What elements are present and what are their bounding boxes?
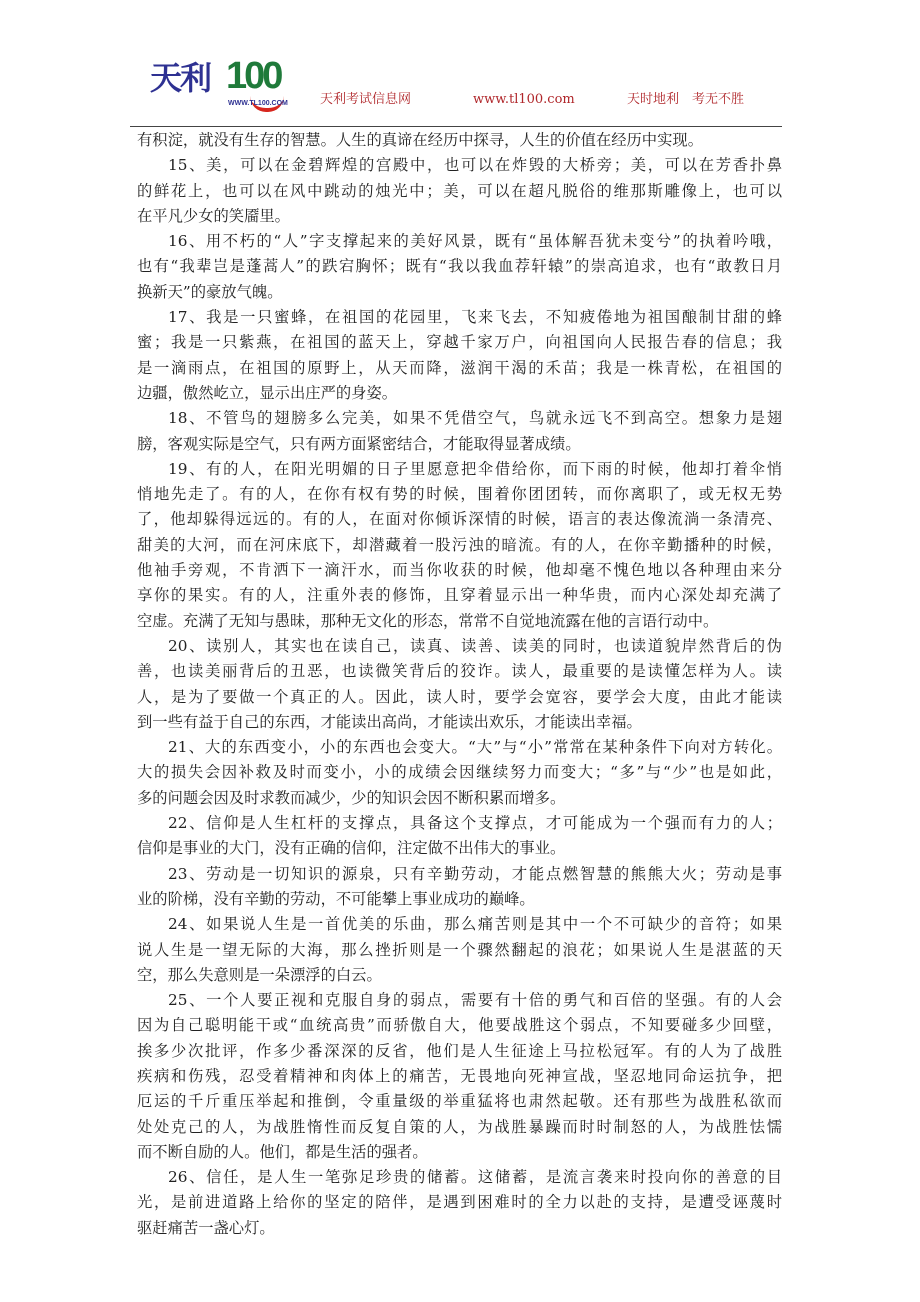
paragraph xyxy=(137,811,782,862)
text-line: 善，也读美丽背后的丑恶，也读微笑背后的狡诈。读人，最重要的是读懂怎样为人。读 xyxy=(137,662,782,681)
text-line: 的鲜花上，也可以在风中跳动的烛光中；美，可以在超凡脱俗的维那斯雕像上，也可以 xyxy=(137,181,782,200)
text-line: 悄地先走了。有的人，在你有权有势的时候，围着你团团转，而你离职了，或无权无势 xyxy=(137,485,782,504)
text-line: 在平凡少女的笑靥里。 xyxy=(137,206,290,225)
paragraph xyxy=(137,229,782,305)
text-line: 23、劳动是一切知识的源泉，只有辛勤劳动，才能点燃智慧的熊熊大火；劳动是事 xyxy=(168,864,782,883)
text-line: 处处克己的人，为战胜惰性而反复自策的人，为战胜暴躁而时时制怒的人，为战胜怯懦 xyxy=(137,1117,782,1136)
document-body xyxy=(137,128,782,1241)
text-line: 18、不管鸟的翅膀多么完美，如果不凭借空气，鸟就永远飞不到高空。想象力是翅 xyxy=(168,409,782,428)
text-line: 而不断自励的人。他们，都是生活的强者。 xyxy=(137,1142,428,1161)
text-line: 疾病和伤残，忍受着精神和肉体上的痛苦，无畏地向死神宣战，坚忍地同命运抗争，把 xyxy=(137,1066,782,1085)
paragraph xyxy=(137,128,782,153)
text-line: 说人生是一望无际的大海，那么挫折则是一个骤然翻起的浪花；如果说人生是湛蓝的天 xyxy=(137,940,782,959)
text-line: 光，是前进道路上给你的坚定的陪伴，是遇到困难时的全力以赴的支持，是遭受诬蔑时 xyxy=(137,1193,782,1212)
text-line: 也有“我辈岂是蓬蒿人”的跌宕胸怀；既有“我以我血荐轩辕”的崇高追求，也有“敢教日月 xyxy=(137,257,782,276)
text-line: 15、美，可以在金碧辉煌的宫殿中，也可以在炸毁的大桥旁；美，可以在芳香扑鼻 xyxy=(168,156,782,175)
paragraph xyxy=(137,634,782,735)
logo-url: WWW.TL100.COM xyxy=(228,100,288,107)
text-line: 因为自己聪明能干或“血统高贵”而骄傲自大，他要战胜这个弱点，不知要碰多少回壁， xyxy=(137,1016,782,1035)
text-line: 人，是为了要做一个真正的人。因此，读人时，要学会宽容，要学会大度，由此才能读 xyxy=(137,687,782,706)
text-line: 26、信任，是人生一笔弥足珍贵的储蓄。这储蓄，是流言袭来时投向你的善意的目 xyxy=(168,1168,782,1187)
text-line: 边疆，傲然屹立，显示出庄严的身姿。 xyxy=(137,383,398,402)
text-line: 他袖手旁观，不肯洒下一滴汗水，而当你收获的时候，他却毫不愧色地以各种理由来分 xyxy=(137,561,782,580)
text-line: 21、大的东西变小，小的东西也会变大。“大”与“小”常常在某种条件下向对方转化。 xyxy=(168,738,782,757)
text-line: 了，他却躲得远远的。有的人，在面对你倾诉深情的时候，语言的表达像流淌一条清亮、 xyxy=(137,510,782,529)
paragraph xyxy=(137,153,782,229)
text-line: 换新天”的豪放气魄。 xyxy=(137,282,283,301)
paragraph xyxy=(137,305,782,406)
text-line: 蜜；我是一只紫燕，在祖国的蓝天上，穿越千家万户，向祖国向人民报告春的信息；我 xyxy=(137,333,782,352)
paragraph xyxy=(137,988,782,1165)
text-line: 厄运的千斤重压举起和推倒，令重量级的举重猛将也肃然起敬。还有那些为战胜私欲而 xyxy=(137,1092,782,1111)
text-line: 20、读别人，其实也在读自己，读真、读善、读美的同时，也读道貌岸然背后的伪 xyxy=(168,636,782,655)
text-line: 有积淀，就没有生存的智慧。人生的真谛在经历中探寻，人生的价值在经历中实现。 xyxy=(137,131,703,149)
paragraph xyxy=(137,862,782,913)
text-line: 膀，客观实际是空气，只有两方面紧密结合，才能取得显著成绩。 xyxy=(137,434,581,453)
text-line: 17、我是一只蜜蜂，在祖国的花园里，飞来飞去，不知疲倦地为祖国酿制甘甜的蜂 xyxy=(168,308,782,327)
text-line: 信仰是事业的大门，没有正确的信仰，注定做不出伟大的事业。 xyxy=(137,839,566,858)
text-line: 驱赶痛苦一盏心灯。 xyxy=(137,1218,275,1237)
text-line: 空，那么失意则是一朵漂浮的白云。 xyxy=(137,965,382,984)
paragraph xyxy=(137,457,782,634)
logo-text-chinese: 天利 xyxy=(150,59,211,97)
text-line: 大的损失会因补救及时而变小，小的成绩会因继续努力而变大；“多”与“少”也是如此， xyxy=(137,763,782,782)
text-line: 挨多少次批评，作多少番深深的反省，他们是人生征途上马拉松冠军。有的人为了战胜 xyxy=(137,1041,782,1060)
text-line: 是一滴雨点，在祖国的原野上，从天而降，滋润干渴的禾苗；我是一株青松，在祖国的 xyxy=(137,358,782,377)
text-line: 业的阶梯，没有辛勤的劳动，不可能攀上事业成功的巅峰。 xyxy=(137,889,535,908)
text-line: 25、一个人要正视和克服自身的弱点，需要有十倍的勇气和百倍的坚强。有的人会 xyxy=(168,991,782,1010)
text-line: 16、用不朽的“人”字支撑起来的美好风景，既有“虽体解吾犹未变兮”的执着吟哦， xyxy=(168,232,782,251)
text-line: 24、如果说人生是一首优美的乐曲，那么痛苦则是其中一个不可缺少的音符；如果 xyxy=(168,915,782,934)
paragraph xyxy=(137,1165,782,1241)
text-line: 空虚。充满了无知与愚昧，那种无文化的形态，常常不自觉地流露在他的言语行动中。 xyxy=(137,611,719,630)
paragraph xyxy=(137,735,782,811)
header-site-url: www.tl100.com xyxy=(473,92,575,107)
text-line: 多的问题会因及时求教而减少，少的知识会因不断积累而增多。 xyxy=(137,788,566,807)
logo-text-number: 100 xyxy=(226,55,281,97)
text-line: 19、有的人，在阳光明媚的日子里愿意把伞借给你，而下雨的时候，他却打着伞悄 xyxy=(168,459,782,478)
header-divider xyxy=(130,126,782,127)
text-line: 22、信仰是人生杠杆的支撑点，具备这个支撑点，才可能成为一个强而有力的人； xyxy=(168,814,782,833)
site-logo xyxy=(150,56,310,116)
header-slogan: 天时地利 考无不胜 xyxy=(627,92,745,107)
text-line: 甜美的大河，而在河床底下，却潜藏着一股污浊的暗流。有的人，在你辛勤播种的时候， xyxy=(137,535,782,554)
paragraph xyxy=(137,406,782,457)
text-line: 享你的果实。有的人，注重外表的修饰，且穿着显示出一种华贵，而内心深处却充满了 xyxy=(137,586,782,605)
paragraph xyxy=(137,912,782,988)
header-site-name: 天利考试信息网 xyxy=(320,92,412,107)
text-line: 到一些有益于自己的东西，才能读出高尚，才能读出欢乐，才能读出幸福。 xyxy=(137,712,642,731)
